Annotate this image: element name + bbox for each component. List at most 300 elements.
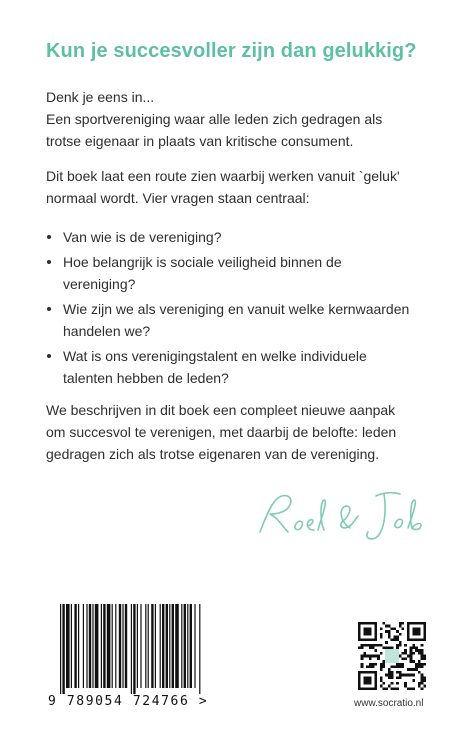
barcode-bar [137,604,138,688]
qr-module [412,668,415,671]
website-link[interactable]: www.socratio.nl [354,698,424,709]
qr-module [366,638,369,641]
qr-module [382,622,385,625]
qr-module [407,627,410,630]
qr-module [399,676,402,679]
barcode-bar [160,604,161,688]
qr-module [418,671,421,674]
qr-module [412,630,415,633]
qr-module [366,682,369,685]
qr-module [423,655,426,658]
qr-module [374,630,377,633]
barcode-bar [119,604,121,688]
qr-module [380,685,383,688]
qr-module [358,627,361,630]
closing-line: We beschrijven in dit boek een compleet nieuwe aanpak [46,402,396,418]
qr-module [423,663,426,666]
qr-module [385,630,388,633]
qr-module [410,660,413,663]
qr-module [407,636,410,639]
qr-module [382,682,385,685]
qr-module [415,622,418,625]
qr-module [418,633,421,636]
qr-module [372,666,375,669]
qr-module [410,655,413,658]
qr-module [399,641,402,644]
qr-module [388,668,391,671]
qr-module [369,679,372,682]
qr-module [421,652,424,655]
barcode-bar [169,604,170,688]
question-line: Van wie is de vereniging? [63,229,222,245]
qr-module [358,625,361,628]
qr-module [382,660,385,663]
qr-module [369,655,372,658]
qr-module [418,627,421,630]
qr-module [407,687,410,690]
qr-module [393,666,396,669]
qr-module [399,622,402,625]
qr-module [396,663,399,666]
page-title: Kun je succesvoller zijn dan gelukkig? [46,40,417,62]
barcode-bar [74,604,76,688]
qr-module [412,687,415,690]
barcode-bar [71,604,72,688]
qr-module [374,636,377,639]
qr-module [363,644,366,647]
qr-module [380,652,383,655]
qr-module [382,646,385,649]
qr-module [399,671,402,674]
qr-module [399,674,402,677]
qr-module [393,636,396,639]
qr-module [372,671,375,674]
qr-module [369,666,372,669]
qr-module [369,671,372,674]
barcode-bar [66,604,70,688]
qr-module [396,682,399,685]
qr-module [363,682,366,685]
qr-module [410,622,413,625]
barcode-bar [162,604,164,688]
qr-module [380,636,383,639]
qr-module [369,676,372,679]
qr-module [361,663,364,666]
qr-module [415,649,418,652]
qr-module [404,682,407,685]
qr-module [421,679,424,682]
qr-module [372,646,375,649]
barcode-bar [83,604,84,688]
qr-module [391,676,394,679]
qr-module [380,679,383,682]
qr-module [363,652,366,655]
intro-line: Een sportvereniging waar alle leden zich gedragen als [46,111,383,127]
barcode-bar [112,604,113,688]
qr-module [369,630,372,633]
qr-module [412,679,415,682]
qr-module [412,638,415,641]
qr-module [388,636,391,639]
qr-module [363,638,366,641]
qr-module [407,625,410,628]
qr-module [358,638,361,641]
questions-list [46,226,409,392]
qr-module [363,627,366,630]
qr-module [396,671,399,674]
qr-module [412,652,415,655]
qr-module [366,627,369,630]
route-paragraph [46,165,400,209]
qr-module [404,652,407,655]
barcode-bar [95,604,99,688]
qr-module [372,644,375,647]
qr-module [396,644,399,647]
qr-module [396,636,399,639]
qr-module [363,622,366,625]
question-line: talenten hebben de leden? [63,370,229,386]
barcode-bar [172,604,174,688]
qr-module [366,655,369,658]
qr-module [374,679,377,682]
qr-module [410,687,413,690]
qr-module [407,668,410,671]
qr-module [369,657,372,660]
qr-module [372,638,375,641]
qr-module [363,676,366,679]
qr-module [382,687,385,690]
qr-module [415,646,418,649]
qr-module [410,674,413,677]
qr-module [358,646,361,649]
qr-module [412,633,415,636]
qr-module [423,679,426,682]
qr-module [363,671,366,674]
qr-module [399,625,402,628]
qr-module [391,638,394,641]
qr-module [382,663,385,666]
qr-module [374,682,377,685]
qr-module [374,644,377,647]
qr-module [415,627,418,630]
qr-module [391,687,394,690]
qr-module [410,638,413,641]
qr-module [374,674,377,677]
qr-module [402,674,405,677]
list-item [46,298,409,342]
qr-module [407,622,410,625]
signature-handwritten [252,486,432,546]
barcode-bar [184,604,186,688]
qr-module [418,652,421,655]
qr-module [412,627,415,630]
qr-module [399,663,402,666]
qr-module [358,685,361,688]
barcode-bar [181,604,182,688]
qr-module [366,666,369,669]
qr-module [366,671,369,674]
barcode-bar [133,604,135,694]
qr-module [410,646,413,649]
isbn-digits: 9 789054 724766 > [48,694,209,709]
qr-module [421,655,424,658]
qr-module [391,682,394,685]
qr-module [421,644,424,647]
barcode-bar [60,604,61,694]
qr-module [391,666,394,669]
qr-module [374,625,377,628]
qr-module [358,679,361,682]
list-item [46,226,409,248]
qr-module [421,682,424,685]
qr-module [391,674,394,677]
qr-module [385,687,388,690]
qr-module [410,657,413,660]
qr-module [372,663,375,666]
qr-module [380,644,383,647]
qr-module [361,646,364,649]
qr-module [412,660,415,663]
qr-module [402,622,405,625]
qr-module [415,630,418,633]
barcode-bar [166,604,168,688]
closing-paragraph [46,399,396,465]
qr-module [423,685,426,688]
qr-module [377,655,380,658]
list-item [46,345,409,389]
qr-module [366,633,369,636]
qr-module [410,668,413,671]
qr-module [369,644,372,647]
qr-module [358,633,361,636]
qr-module [421,622,424,625]
qr-module [410,652,413,655]
qr-module [396,676,399,679]
qr-module [358,682,361,685]
qr-module [358,622,361,625]
qr-module [358,630,361,633]
barcode-bar [78,604,79,688]
barcode [58,604,208,696]
qr-module [374,627,377,630]
qr-module [366,630,369,633]
barcode-bar [187,604,188,688]
qr-module [407,630,410,633]
qr-module [374,676,377,679]
qr-module [363,679,366,682]
qr-module [374,649,377,652]
qr-module [407,633,410,636]
qr-module [361,655,364,658]
question-line: vereniging? [63,276,136,292]
qr-module [396,687,399,690]
qr-module [377,657,380,660]
question-line: Wie zijn we als vereniging en vanuit welke kernwaarden [63,301,410,317]
qr-module [423,638,426,641]
qr-module [380,666,383,669]
qr-module [380,668,383,671]
qr-module [361,657,364,660]
qr-module [363,655,366,658]
barcode-bar [199,604,200,694]
barcode-bar [122,604,123,688]
qr-module [391,627,394,630]
qr-module [374,638,377,641]
qr-module [391,671,394,674]
qr-module [374,622,377,625]
qr-module [421,663,424,666]
barcode-bar [86,604,87,688]
qr-module [423,627,426,630]
qr-module [358,676,361,679]
qr-module [399,655,402,658]
barcode-bar [89,604,91,688]
qr-module [404,674,407,677]
qr-module [361,687,364,690]
intro-line: Denk je eens in... [46,89,155,105]
qr-module [369,627,372,630]
qr-module [421,657,424,660]
qr-module [404,644,407,647]
qr-module [366,676,369,679]
barcode-bar [103,604,105,688]
qr-module [421,666,424,669]
qr-module [369,633,372,636]
qr-module [393,687,396,690]
qr-module [388,671,391,674]
barcode-bar [145,604,146,688]
qr-module [388,633,391,636]
qr-module [369,663,372,666]
qr-module [388,676,391,679]
qr-module [361,638,364,641]
qr-module [418,622,421,625]
qr-module [366,644,369,647]
intro-line: trotse eigenaar in plaats van kritische consument. [46,133,354,149]
qr-module [361,671,364,674]
qr-module [415,633,418,636]
qr-module [418,663,421,666]
qr-module [385,641,388,644]
qr-module [423,633,426,636]
qr-module [399,644,402,647]
qr-module [418,630,421,633]
qr-module [369,638,372,641]
qr-module [396,638,399,641]
qr-module [407,655,410,658]
qr-module [402,663,405,666]
qr-module [363,633,366,636]
qr-module [421,676,424,679]
qr-module [369,646,372,649]
qr-module [385,646,388,649]
route-line: Dit boek laat een route zien waarbij werken vanuit `geluk' [46,168,400,184]
qr-module [412,646,415,649]
qr-module [363,630,366,633]
qr-module [377,644,380,647]
qr-module [374,633,377,636]
qr-module [415,666,418,669]
barcode-bar [62,604,64,694]
qr-module [399,666,402,669]
qr-module [423,636,426,639]
qr-module [388,625,391,628]
qr-module [380,676,383,679]
qr-module [418,638,421,641]
qr-module [393,638,396,641]
qr-module [374,685,377,688]
qr-module [374,671,377,674]
qr-module [423,676,426,679]
qr-module [423,630,426,633]
qr-module [399,633,402,636]
qr-module [415,663,418,666]
qr-module [385,674,388,677]
barcode-bar [151,604,153,688]
qr-module [388,685,391,688]
qr-module [418,682,421,685]
qr-module [415,668,418,671]
qr-module [418,660,421,663]
barcode-bar [148,604,149,688]
qr-module [402,666,405,669]
qr-module [423,657,426,660]
question-line: handelen we? [63,323,151,339]
barcode-bar [115,604,116,688]
qr-module [388,646,391,649]
qr-module [366,622,369,625]
question-line: Wat is ons verenigingstalent en welke individuele [63,348,367,364]
question-line: Hoe belangrijk is sociale veiligheid binnen de [63,254,342,270]
qr-module [412,674,415,677]
qr-module [404,649,407,652]
qr-module [358,687,361,690]
qr-module [369,687,372,690]
qr-module [396,666,399,669]
qr-module [421,638,424,641]
barcode-bar [101,604,102,688]
intro-paragraph [46,86,382,152]
qr-module [404,657,407,660]
barcode-bar [107,604,111,688]
qr-module [415,638,418,641]
qr-module [393,627,396,630]
qr-module [412,644,415,647]
qr-module [391,646,394,649]
qr-module [421,674,424,677]
qr-module [402,652,405,655]
barcode-bar [140,604,141,688]
qr-module [418,666,421,669]
qr-logo-icon [385,649,399,663]
qr-module [358,636,361,639]
qr-module [361,644,364,647]
qr-module [412,622,415,625]
qr-module [402,657,405,660]
barcode-bar [125,604,127,688]
qr-module [418,685,421,688]
qr-module [380,627,383,630]
list-item [46,251,409,295]
barcode-bar [155,604,156,688]
qr-module [366,679,369,682]
qr-module [407,674,410,677]
qr-module [380,663,383,666]
closing-line: gedragen zich als trotse eigenaren van de vereniging. [46,446,380,462]
closing-line: om succesvol te verenigen, met daarbij de belofte: leden [46,424,397,440]
qr-module [407,638,410,641]
qr-module [423,625,426,628]
